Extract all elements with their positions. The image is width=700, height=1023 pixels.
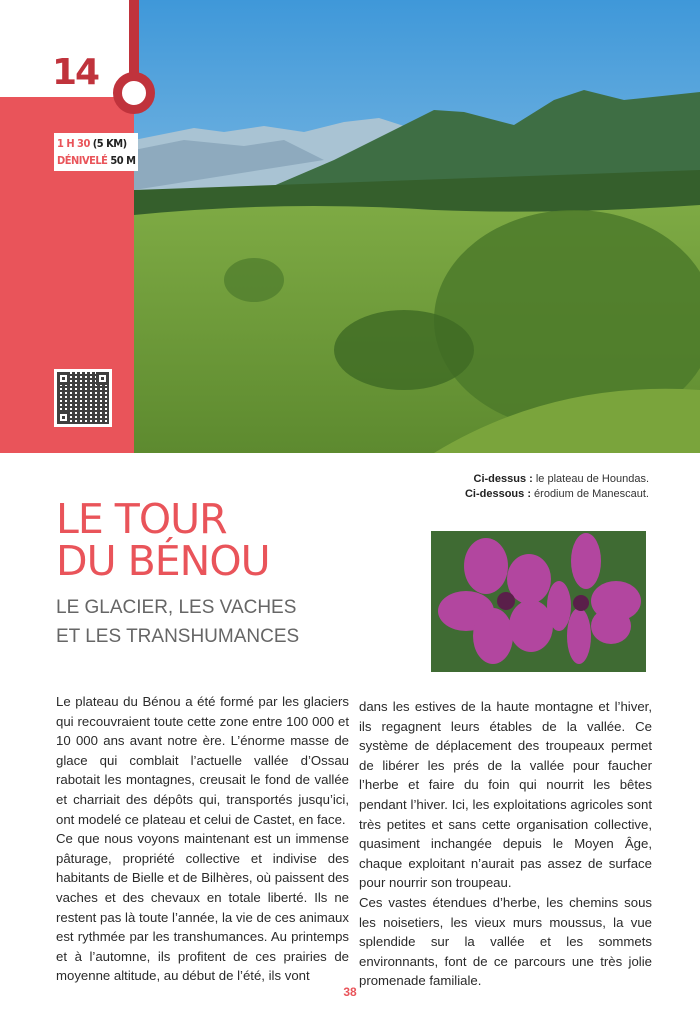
paragraph: dans les estives de la haute montagne et l’hiver, ils regagnent leurs étables de la vallée. Ce système de déplacement des troupeaux permet de libérer les prés de la vallée pour faucher l’herbe et faire du foin qui nourrit les bêtes pendant l’hiver. Ici, les exploitations agricoles sont très petites et sans cette organisation collective, quasiment inchangée depuis le Moyen Âge, chaque exploitant n’aurait pas assez de surface pour nourrir son troupeau.	[359, 699, 652, 891]
mountain-landscape-illustration	[134, 0, 700, 453]
distance: (5 KM)	[92, 137, 127, 150]
caption-below: Ci-dessous : érodium de Manescaut.	[464, 488, 649, 500]
page-title: LE TOUR DU BÉNOU	[56, 495, 270, 585]
duration-row	[57, 135, 135, 152]
body-column-right	[359, 697, 652, 991]
qr-code-icon[interactable]	[54, 369, 112, 427]
erodium-flower-illustration	[431, 531, 646, 672]
body-column-left	[56, 692, 349, 986]
route-marker-line	[129, 0, 139, 78]
qr-finder-icon	[57, 372, 70, 385]
route-stats	[54, 133, 138, 171]
qr-finder-icon	[96, 372, 109, 385]
caption-above: Ci-dessus : le plateau de Houndas.	[473, 473, 649, 485]
elevation-row	[57, 152, 135, 169]
duration: 1 H 30	[57, 137, 90, 150]
landscape-photo	[134, 0, 700, 453]
route-marker-circle-icon	[113, 72, 155, 114]
paragraph: Le plateau du Bénou a été formé par les glaciers qui recouvraient toute cette zone entre 100 000 et 10 000 ans avant notre ère. L’énorme masse de glace qui comblait l’actuelle vallée d’Ossau rabotait les montagnes, creusait le fond de vallée et charriait des dépôts qui, transportés jusqu’ici, ont modelé ce plateau et celui de Castet, en face.	[56, 694, 349, 827]
paragraph: Ces vastes étendues d’herbe, les chemins sous les noisetiers, les vieux murs moussus, la vue splendide sur la vallée et les sommets environnants, font de ce parcours une très jolie promenade familiale.	[359, 894, 652, 989]
elevation-value: 50 M	[110, 154, 136, 167]
photo-captions	[465, 472, 649, 502]
elevation-label: DÉNIVELÉ	[57, 154, 108, 167]
page-number: 38	[343, 985, 357, 999]
paragraph: Ce que nous voyons maintenant est un immense pâturage, propriété collective et indivise des habitants de Bielle et de Bilhères, où paissent des vaches et des chevaux en totale liberté. Ils ne restent pas là toute l’année, la vie de ces animaux est rythmée par les transhumances. Au printemps et à l’automne, ils profitent de ces prairies de moyenne altitude, au début de l’été, ils vont	[56, 831, 349, 984]
flower-photo	[431, 531, 646, 672]
page-subtitle: LE GLACIER, LES VACHES ET LES TRANSHUMANCES	[56, 597, 300, 647]
qr-finder-icon	[57, 411, 70, 424]
route-number: 14	[52, 52, 99, 93]
